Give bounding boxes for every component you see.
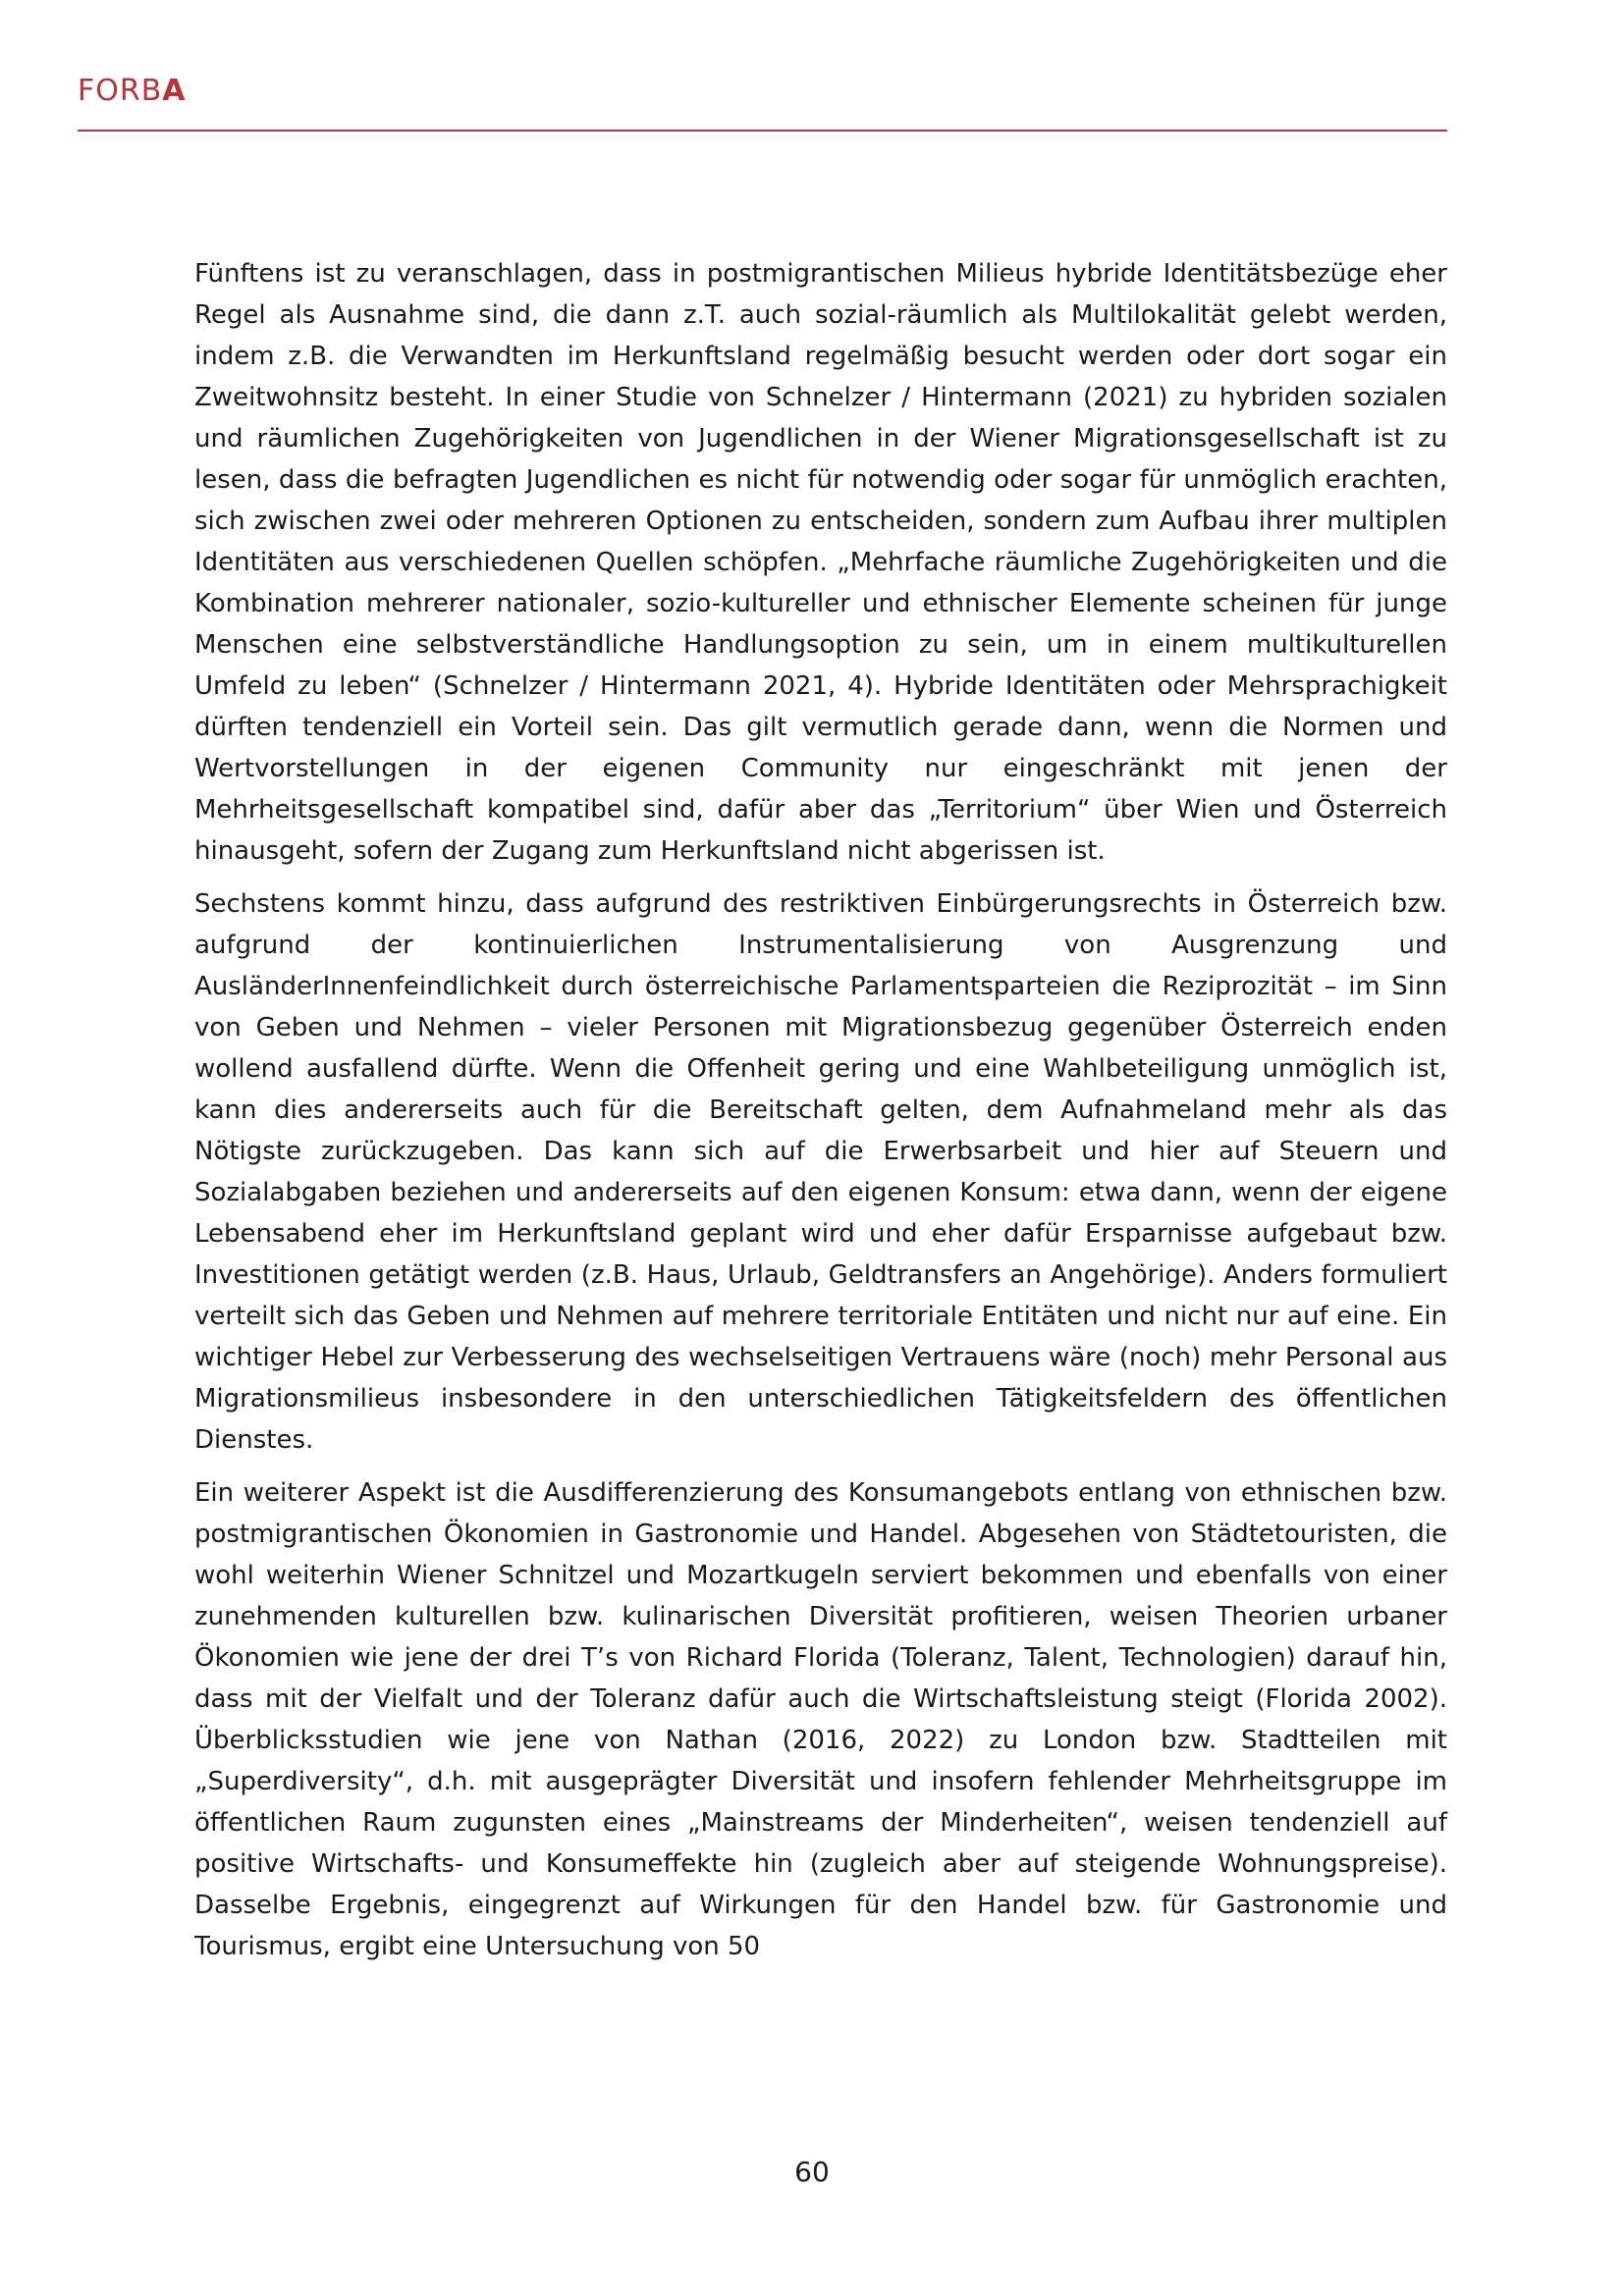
paragraph-2: Sechstens kommt hinzu, dass aufgrund des restriktiven Einbürgerungsrechts in Österreich bzw. aufgrund der kontinuierlichen Instrumentalisierung von Ausgrenzung und AusländerInnenfeindlichkeit durch österreichische Parlamentsparteien die Reziprozität – im Sinn von Geben und Nehmen – vieler Personen mit Migrationsbezug gegenüber Österreich enden wollend ausfallend dürfte. Wenn die Offenheit gering und eine Wahlbeteiligung unmöglich ist, kann dies andererseits auch für die Bereitschaft gelten, dem Aufnahmeland mehr als das Nötigste zurückzugeben. Das kann sich auf die Erwerbsarbeit und hier auf Steuern und Sozialabgaben beziehen und andererseits auf den eigenen Konsum: etwa dann, wenn der eigene Lebensabend eher im Herkunftsland geplant wird und eher dafür Ersparnisse aufgebaut bzw. Investitionen getätigt werden (z.B. Haus, Urlaub, Geldtransfers an Angehörige). Anders formuliert verteilt sich das Geben und Nehmen auf mehrere territoriale Entitäten und nicht nur auf eine. Ein wichtiger Hebel zur Verbesserung des wechselseitigen Vertrauens wäre (noch) mehr Personal aus Migrationsmilieus insbesondere in den unterschiedlichen Tätigkeitsfeldern des öffentlichen Dienstes. bbox=[194, 889, 1447, 1455]
forba-logo bbox=[78, 74, 187, 108]
logo-main-text: FORB bbox=[78, 74, 163, 108]
page-header bbox=[78, 69, 1447, 132]
paragraph-1: Fünftens ist zu veranschlagen, dass in postmigrantischen Milieus hybride Identitätsbezüge eher Regel als Ausnahme sind, die dann z.T. auch sozial-räumlich als Multilokalität gelebt werden, indem z.B. die Verwandten im Herkunftsland regelmäßig besucht werden oder dort sogar ein Zweitwohnsitz besteht. In einer Studie von Schnelzer / Hintermann (2021) zu hybriden sozialen und räumlichen Zugehörigkeiten von Jugendlichen in der Wiener Migrationsgesellschaft ist zu lesen, dass die befragten Jugendlichen es nicht für notwendig oder sogar für unmöglich erachten, sich zwischen zwei oder mehreren Optionen zu entscheiden, sondern zum Aufbau ihrer multiplen Identitäten aus verschiedenen Quellen schöpfen. „Mehrfache räumliche Zugehörigkeiten und die Kombination mehrerer nationaler, sozio-kultureller und ethnischer Elemente scheinen für junge Menschen eine selbstverständliche Handlungsoption zu sein, um in einem multikulturellen Umfeld zu leben“ (Schnelzer / Hintermann 2021, 4). Hybride Identitäten oder Mehrsprachigkeit dürften tendenziell ein Vorteil sein. Das gilt vermutlich gerade dann, wenn die Normen und Wertvorstellungen in der eigenen Community nur eingeschränkt mit jenen der Mehrheitsgesellschaft kompatibel sind, dafür aber das „Territorium“ über Wien und Österreich hinausgeht, sofern der Zugang zum Herkunftsland nicht abgerissen ist. bbox=[194, 259, 1447, 866]
logo-last-letter: A bbox=[162, 74, 187, 108]
body-text bbox=[194, 253, 1447, 1979]
page-number: 60 bbox=[794, 2156, 830, 2188]
paragraph-3: Ein weiterer Aspekt ist die Ausdifferenzierung des Konsumangebots entlang von ethnischen bzw. postmigrantischen Ökonomien in Gastronomie und Handel. Abgesehen von Städtetouristen, die wohl weiterhin Wiener Schnitzel und Mozartkugeln serviert bekommen und ebenfalls von einer zunehmenden kulturellen bzw. kulinarischen Diversität profitieren, weisen Theorien urbaner Ökonomien wie jene der drei T’s von Richard Florida (Toleranz, Talent, Technologien) darauf hin, dass mit der Vielfalt und der Toleranz dafür auch die Wirtschaftsleistung steigt (Florida 2002). Überblicksstudien wie jene von Nathan (2016, 2022) zu London bzw. Stadtteilen mit „Superdiversity“, d.h. mit ausgeprägter Diversität und insofern fehlender Mehrheitsgruppe im öffentlichen Raum zugunsten eines „Mainstreams der Minderheiten“, weisen tendenziell auf positive Wirtschafts- und Konsumeffekte hin (zugleich aber auf steigende Wohnungspreise). Dasselbe Ergebnis, eingegrenzt auf Wirkungen für den Handel bzw. für Gastronomie und Tourismus, ergibt eine Untersuchung von 50 bbox=[194, 1478, 1447, 1961]
